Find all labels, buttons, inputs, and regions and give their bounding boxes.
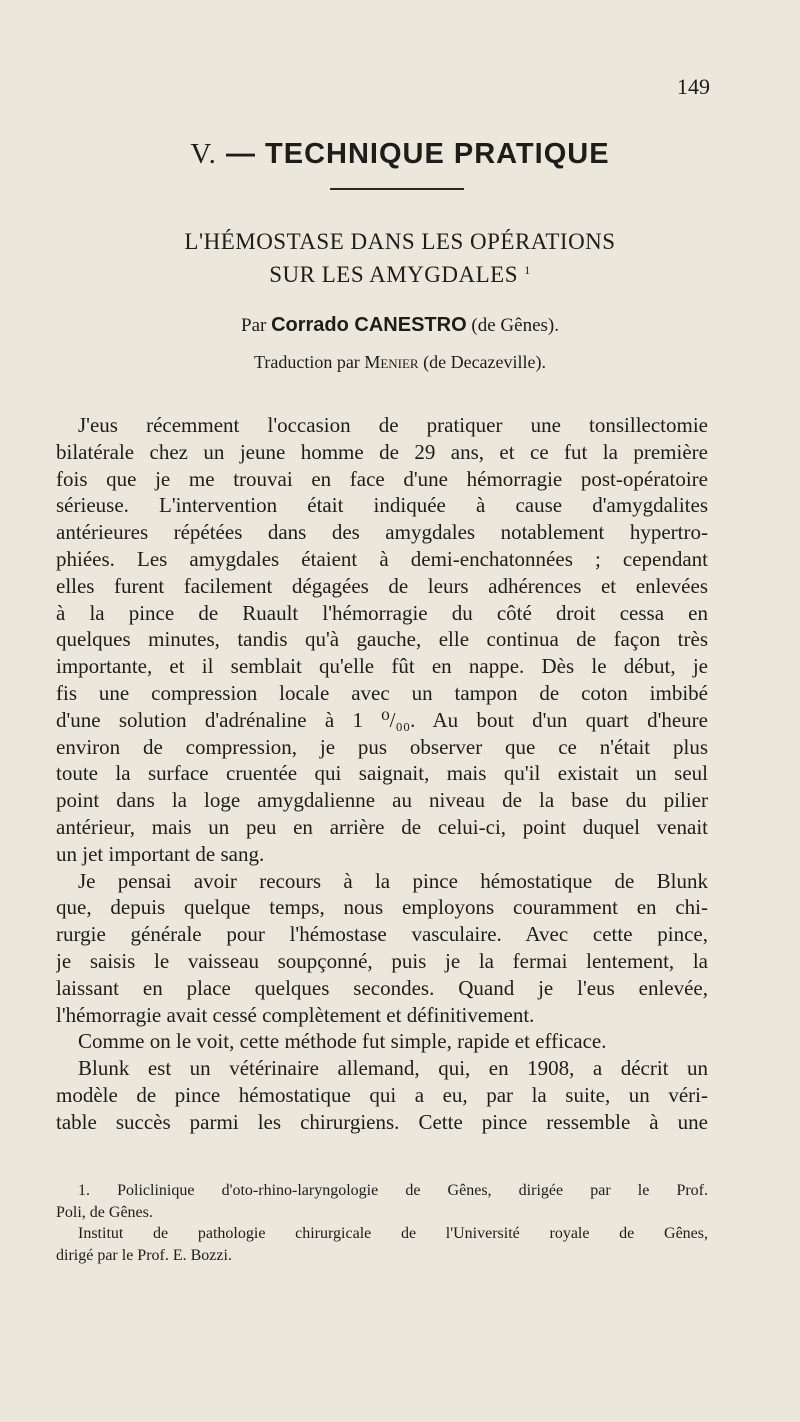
byline <box>0 314 800 337</box>
footnote-line: Institut de pathologie chirurgicale de l'Université royale de Gênes, <box>78 1225 708 1242</box>
author-name: Corrado CANESTRO <box>271 314 467 336</box>
body-line: sérieuse. L'intervention était indiquée à cause d'amygdalites <box>56 493 708 518</box>
body-line: modèle de pince hémostatique qui a eu, par la suite, un véri- <box>56 1082 708 1107</box>
body-line: rurgie générale pour l'hémostase vasculaire. Avec cette pince, <box>56 922 708 947</box>
section-dash: — <box>225 138 256 170</box>
body-line: fis une compression locale avec un tampon de coton imbibé <box>56 680 708 705</box>
body-line: environ de compression, je pus observer que ce n'était plus <box>56 734 708 759</box>
translator-name: Menier <box>364 352 419 372</box>
article-title-line-2 <box>0 256 800 289</box>
section-title-text: TECHNIQUE PRATIQUE <box>265 138 610 170</box>
footnote-marker: 1 <box>524 263 531 277</box>
article-title-line-2-text: SUR LES AMYGDALES <box>269 262 518 287</box>
body-line: l'hémorragie avait cessé complètement et définitivement. <box>56 1002 535 1027</box>
article-title <box>0 228 800 289</box>
body-line: Blunk est un vétérinaire allemand, qui, en 1908, a décrit un <box>78 1056 708 1081</box>
body-line: table succès parmi les chirurgiens. Cette pince ressemble à une <box>56 1109 708 1134</box>
body-line: un jet important de sang. <box>56 841 265 866</box>
footnote-line: dirigé par le Prof. E. Bozzi. <box>56 1246 232 1264</box>
body-line: fois que je me trouvai en face d'une hémorragie post-opératoire <box>56 466 708 491</box>
body-line: point dans la loge amygdalienne au niveau de la base du pilier <box>56 788 708 813</box>
page-number: 149 <box>677 74 710 99</box>
footnote-line: 1. Policlinique d'oto-rhino-laryngologie de Gênes, dirigée par le Prof. <box>78 1182 708 1199</box>
body-line: quelques minutes, tandis qu'à gauche, elle continua de façon très <box>56 627 708 652</box>
body-line: elles furent facilement dégagées de leurs adhérences et enlevées <box>56 573 708 598</box>
body-line: J'eus récemment l'occasion de pratiquer une tonsillectomie <box>78 413 708 437</box>
body-line: antérieur, mais un peu en arrière de celui-ci, point duquel venait <box>56 814 708 839</box>
body-line: bilatérale chez un jeune homme de 29 ans, et ce fut la première <box>56 439 708 464</box>
body-line: d'une solution d'adrénaline à 1 ⁰/₀₀. Au bout d'un quart d'heure <box>56 707 708 732</box>
translator-affiliation: (de Decazeville). <box>423 352 547 372</box>
title-divider <box>330 188 464 190</box>
body-line: Comme on le voit, cette méthode fut simple, rapide et efficace. <box>78 1029 607 1054</box>
section-roman-numeral: V. <box>190 138 217 170</box>
author-affiliation: (de Gênes). <box>471 315 559 336</box>
body-line: importante, et il semblait qu'elle fût en nappe. Dès le début, je <box>56 654 708 679</box>
body-line: Je pensai avoir recours à la pince hémostatique de Blunk <box>78 868 708 893</box>
body-line: antérieures répétées dans des amygdales notablement hypertro- <box>56 520 708 545</box>
footnotes <box>56 1180 708 1266</box>
byline-prefix: Par <box>241 315 267 336</box>
body-line: phiées. Les amygdales étaient à demi-enchatonnées ; cependant <box>56 546 708 571</box>
body-line: je saisis le vaisseau soupçonné, puis je la fermai lentement, la <box>56 948 708 973</box>
article-title-line-1: L'HÉMOSTASE DANS LES OPÉRATIONS <box>184 229 616 254</box>
body-line: que, depuis quelque temps, nous employons couramment en chi- <box>56 895 708 920</box>
body-line: toute la surface cruentée qui saignait, mais qu'il existait un seul <box>56 761 708 786</box>
translation-prefix: Traduction par <box>253 352 360 372</box>
body-text <box>56 412 708 1136</box>
body-line: à la pince de Ruault l'hémorragie du côté droit cessa en <box>56 600 708 625</box>
translation-credit <box>0 352 800 373</box>
body-line: laissant en place quelques secondes. Quand je l'eus enlevée, <box>56 975 708 1000</box>
footnote-line: Poli, de Gênes. <box>56 1203 153 1221</box>
section-title <box>0 138 800 171</box>
